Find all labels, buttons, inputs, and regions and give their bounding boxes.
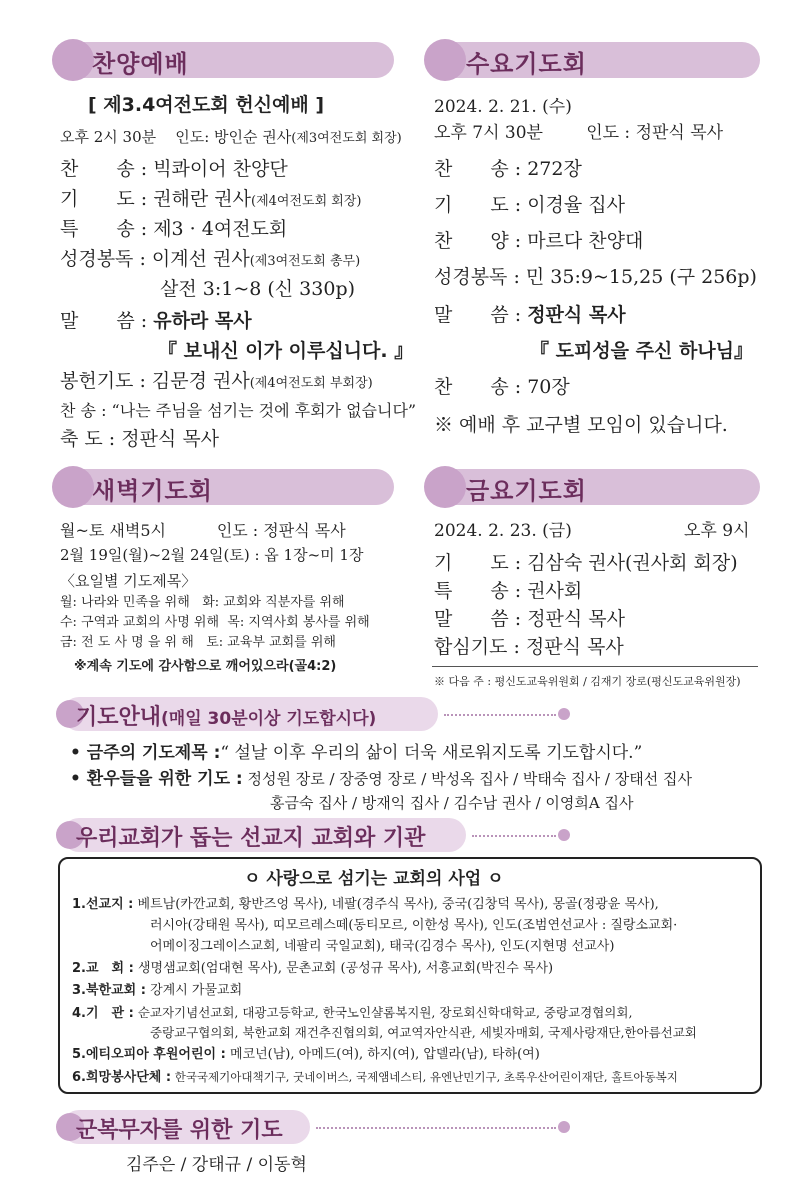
dawn-topic-row: 월: 나라와 민족을 위해 화: 교회와 직분자를 위해	[60, 595, 345, 610]
dawn-header-circle	[52, 466, 94, 508]
dawn-range: 2월 19일(월)~2월 24일(토) : 옵 1장~미 1장	[60, 546, 364, 564]
wednesday-row-praise: 찬 양 : 마르다 찬양대	[434, 230, 644, 252]
dawn-schedule: 월~토 새벽5시 인도 : 정판식 목사	[60, 521, 346, 540]
wednesday-row-reading: 성경봉독 : 민 35:9~15,25 (구 256p)	[434, 266, 757, 288]
worship-time: 오후 2시 30분 인도: 방인순 권사(제3여전도회 회장)	[60, 128, 402, 146]
wednesday-sermon-title: 『 도피성을 주신 하나님』	[530, 340, 754, 362]
worship-sermon: 말 씀 : 유하라 목사	[60, 310, 252, 332]
prayer-guide-title: 기도안내(매일 30분이상 기도합시다)	[76, 705, 377, 730]
worship-row-reading: 성경봉독 : 이계선 권사(제3여전도회 총무)	[60, 248, 361, 270]
wednesday-notice: ※ 예배 후 교구별 모임이 있습니다.	[434, 414, 728, 436]
prayer-patients-2: 홍금숙 집사 / 방재익 집사 / 김수남 권사 / 이영희A 집사	[270, 794, 634, 812]
missions-title: 우리교회가 돕는 선교지 교회와 기관	[76, 826, 426, 851]
friday-row-joint: 합심기도 : 정판식 목사	[434, 636, 624, 658]
worship-benediction: 축 도 : 정판식 목사	[60, 428, 220, 450]
friday-time: 오후 9시	[684, 521, 750, 541]
friday-title: 금요기도회	[466, 477, 587, 505]
friday-next: ※ 다음 주 : 평신도교육위원회 / 김재기 장로(평신도교육위원장)	[434, 675, 741, 688]
missions-line: 어메이징그레이스교회, 네팔리 국일교회), 태국(김경수 목사), 인도(지현명 선교사)	[150, 939, 615, 954]
wednesday-hymn: 찬 송 : 70장	[434, 376, 570, 398]
dawn-topic-row: 수: 구역과 교회의 사명 위해 목: 지역사회 봉사를 위해	[60, 615, 370, 630]
missions-enddot	[558, 829, 570, 841]
worship-subtitle: [ 제3.4여전도회 헌신예배 ]	[88, 94, 325, 116]
prayer-topic: • 금주의 기도제목 :“ 설날 이후 우리의 삶이 더욱 새로워지도록 기도합시다.”	[70, 743, 643, 763]
military-names: 김주은 / 강태규 / 이동혁	[126, 1155, 307, 1175]
missions-dots	[472, 835, 556, 837]
worship-offering: 봉헌기도 : 김문경 권사(제4여전도회 부회장)	[60, 370, 373, 392]
worship-row-special: 특 송 : 제3 · 4여전도회	[60, 218, 288, 240]
military-dots	[316, 1127, 556, 1129]
prayer-guide-dots	[444, 714, 556, 716]
missions-line: 5.에티오피아 후원어린이 : 메코넌(남), 아메드(여), 하지(여), 압델라(남), 타하(여)	[72, 1047, 540, 1062]
friday-divider	[432, 666, 758, 667]
friday-row-special: 특 송 : 권사회	[434, 580, 583, 602]
military-enddot	[558, 1121, 570, 1133]
friday-row-sermon: 말 씀 : 정판식 목사	[434, 608, 626, 630]
friday-row-prayer: 기 도 : 김삼숙 권사(권사회 회장)	[434, 552, 738, 574]
missions-line: 6.희망봉사단체 : 한국국제기아대책기구, 굿네이버스, 국제앰네스티, 유엔난민기구, 초록우산어린이재단, 홀트아동복지	[72, 1070, 678, 1085]
worship-hymn2: 찬 송 : “나는 주님을 섬기는 것에 후회가 없습니다”	[60, 401, 417, 420]
dawn-topic-row: 금: 전 도 사 명 을 위 해 토: 교육부 교회를 위해	[60, 635, 336, 650]
dawn-topics-heading: 〈요일별 기도제목〉	[60, 572, 197, 590]
prayer-guide-enddot	[558, 708, 570, 720]
missions-line: 3.북한교회 : 강계시 가물교회	[72, 983, 243, 998]
wednesday-time: 오후 7시 30분 인도 : 정판식 목사	[434, 123, 724, 143]
wednesday-row-hymn: 찬 송 : 272장	[434, 158, 582, 180]
missions-line: 러시아(강태원 목사), 띠모르레스떼(동티모르, 이한성 목사), 인도(조범연선교사 : 질랑소교회·	[150, 918, 678, 933]
worship-scripture: 살전 3:1~8 (신 330p)	[160, 278, 356, 300]
worship-row-hymn: 찬 송 : 빅콰이어 찬양단	[60, 158, 288, 180]
friday-date: 2024. 2. 23. (금)	[434, 521, 572, 541]
dawn-title: 새벽기도회	[92, 477, 213, 505]
worship-sermon-title: 『 보내신 이가 이루십니다. 』	[158, 340, 414, 362]
wednesday-sermon: 말 씀 : 정판식 목사	[434, 304, 626, 326]
worship-title: 찬양예배	[92, 50, 189, 78]
wednesday-title: 수요기도회	[466, 50, 587, 78]
dawn-verse: ※계속 기도에 감사함으로 깨어있으라(골4:2)	[74, 659, 337, 674]
missions-line: 1.선교지 : 베트남(카깐교회, 황반즈엉 목사), 네팔(경주식 목사), 중국(김창덕 목사), 몽골(정광윤 목사),	[72, 897, 659, 912]
missions-line: 4.기 관 : 순교자기념선교회, 대광고등학교, 한국노인샬롬복지원, 장로회신학대학교, 중랑교경협의회,	[72, 1005, 633, 1021]
prayer-patients: • 환우들을 위한 기도 : 정성원 장로 / 장중영 장로 / 박성옥 집사 / 박태숙 집사 / 장태선 집사	[70, 769, 692, 789]
worship-row-prayer: 기 도 : 권해란 권사(제4여전도회 회장)	[60, 188, 362, 210]
wednesday-header-circle	[424, 39, 466, 81]
worship-header-circle	[52, 39, 94, 81]
wednesday-date: 2024. 2. 21. (수)	[434, 97, 572, 117]
missions-line: 중랑교구협의회, 북한교회 재건추진협의회, 여교역자안식관, 세빛자매회, 국제사랑재단,한아름선교회	[150, 1025, 697, 1040]
missions-box-title: ㅇ 사랑으로 섬기는 교회의 사업 ㅇ	[244, 869, 504, 889]
friday-header-circle	[424, 466, 466, 508]
military-title: 군복무자를 위한 기도	[76, 1118, 283, 1143]
missions-line: 2.교 회 : 생명샘교회(엄대현 목사), 문촌교회 (공성규 목사), 서흥교회(박진수 목사)	[72, 961, 554, 976]
wednesday-row-prayer: 기 도 : 이경율 집사	[434, 194, 626, 216]
